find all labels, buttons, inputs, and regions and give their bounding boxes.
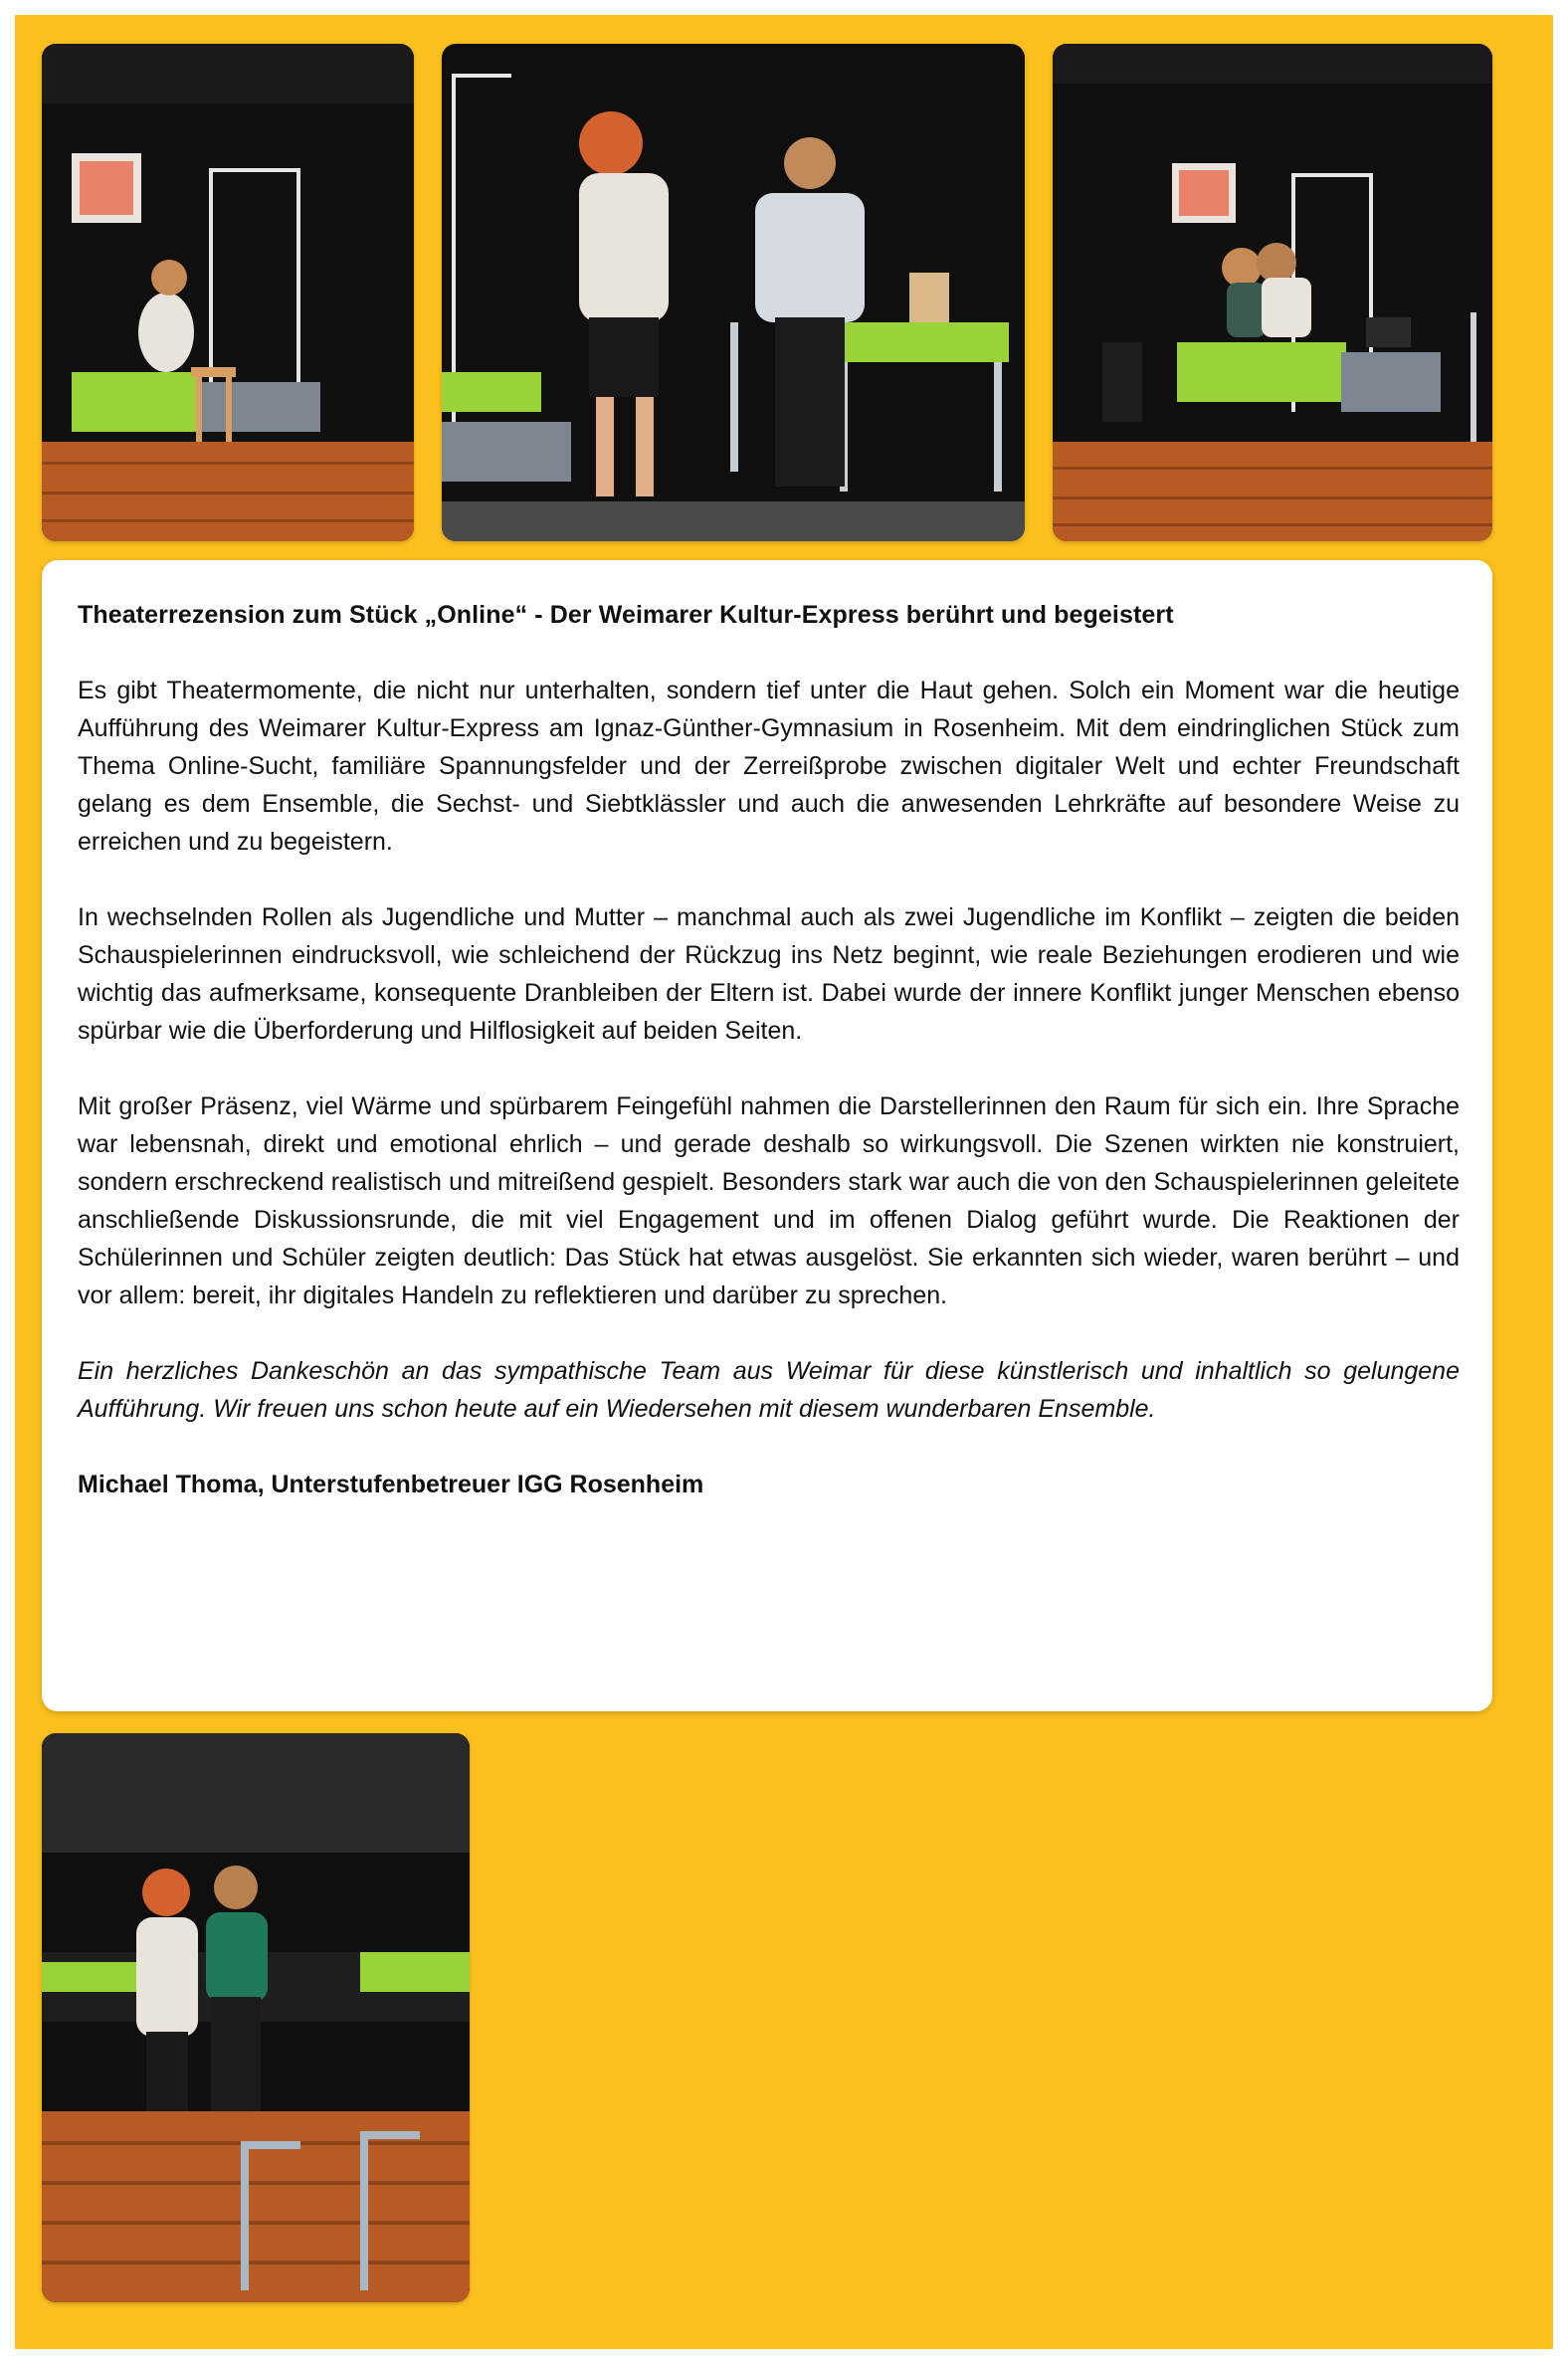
- stage-photo-1: [42, 44, 414, 541]
- article-thanks: Ein herzliches Dankeschön an das sympathische Team aus Weimar für diese künstlerisch und inhaltlich so gelungene Aufführung. Wir freuen uns schon heute auf ein Wiedersehen mit diesem wunderbaren Ensemble.: [78, 1357, 1460, 1423]
- stage-scene-selfie: [1053, 44, 1492, 541]
- stage-scene-discussion: [42, 1733, 470, 2302]
- stage-photo-2: [442, 44, 1025, 541]
- stage-scene-bench: [42, 44, 414, 541]
- stage-photo-3: [1053, 44, 1492, 541]
- article-card: [42, 560, 1492, 1711]
- article-title: Theaterrezension zum Stück „Online“ - Der Weimarer Kultur-Express berührt und begeistert: [78, 601, 1174, 629]
- article-signature: Michael Thoma, Unterstufenbetreuer IGG Rosenheim: [78, 1471, 704, 1498]
- article-paragraph: Mit großer Präsenz, viel Wärme und spürbarem Feingefühl nahmen die Darstellerinnen den Raum für sich ein. Ihre Sprache war lebensnah, direkt und emotional ehrlich – und gerade deshalb so wirkungsvoll. Die Szenen wirkten nie konstruiert, sondern erschreckend realistisch und mitreißend gespielt. Besonders stark war auch die von den Schauspielerinnen geleitete anschließende Diskussionsrunde, die mit viel Engagement und im offenen Dialog geführt wurde. Die Reaktionen der Schülerinnen und Schüler zeigten deutlich: Das Stück hat etwas ausgelöst. Sie erkannten sich wieder, waren berührt – und vor allem: bereit, ihr digitales Handeln zu reflektieren und darüber zu sprechen.: [78, 1092, 1460, 1309]
- stage-photo-4: [42, 1733, 470, 2302]
- article-paragraph: Es gibt Theatermomente, die nicht nur unterhalten, sondern tief unter die Haut gehen. Solch ein Moment war die heutige Aufführung des Weimarer Kultur-Express am Ignaz-Günther-Gymnasium in Rosenheim. Mit dem eindringlichen Stück zum Thema Online-Sucht, familiäre Spannungsfelder und der Zerreißprobe zwischen digitaler Welt und echter Freundschaft gelang es dem Ensemble, die Sechst- und Siebtklässler und auch die anwesenden Lehrkräfte auf besondere Weise zu erreichen und zu begeistern.: [78, 677, 1460, 856]
- stage-scene-conversation: [442, 44, 1025, 541]
- article-paragraph: In wechselnden Rollen als Jugendliche und Mutter – manchmal auch als zwei Jugendliche im Konflikt – zeigten die beiden Schauspielerinnen eindrucksvoll, wie schleichend der Rückzug ins Netz beginnt, wie reale Beziehungen erodieren und wie wichtig das aufmerksame, konsequente Dranbleiben der Eltern ist. Dabei wurde der innere Konflikt junger Menschen ebenso spürbar wie die Überforderung und Hilflosigkeit auf beiden Seiten.: [78, 903, 1460, 1045]
